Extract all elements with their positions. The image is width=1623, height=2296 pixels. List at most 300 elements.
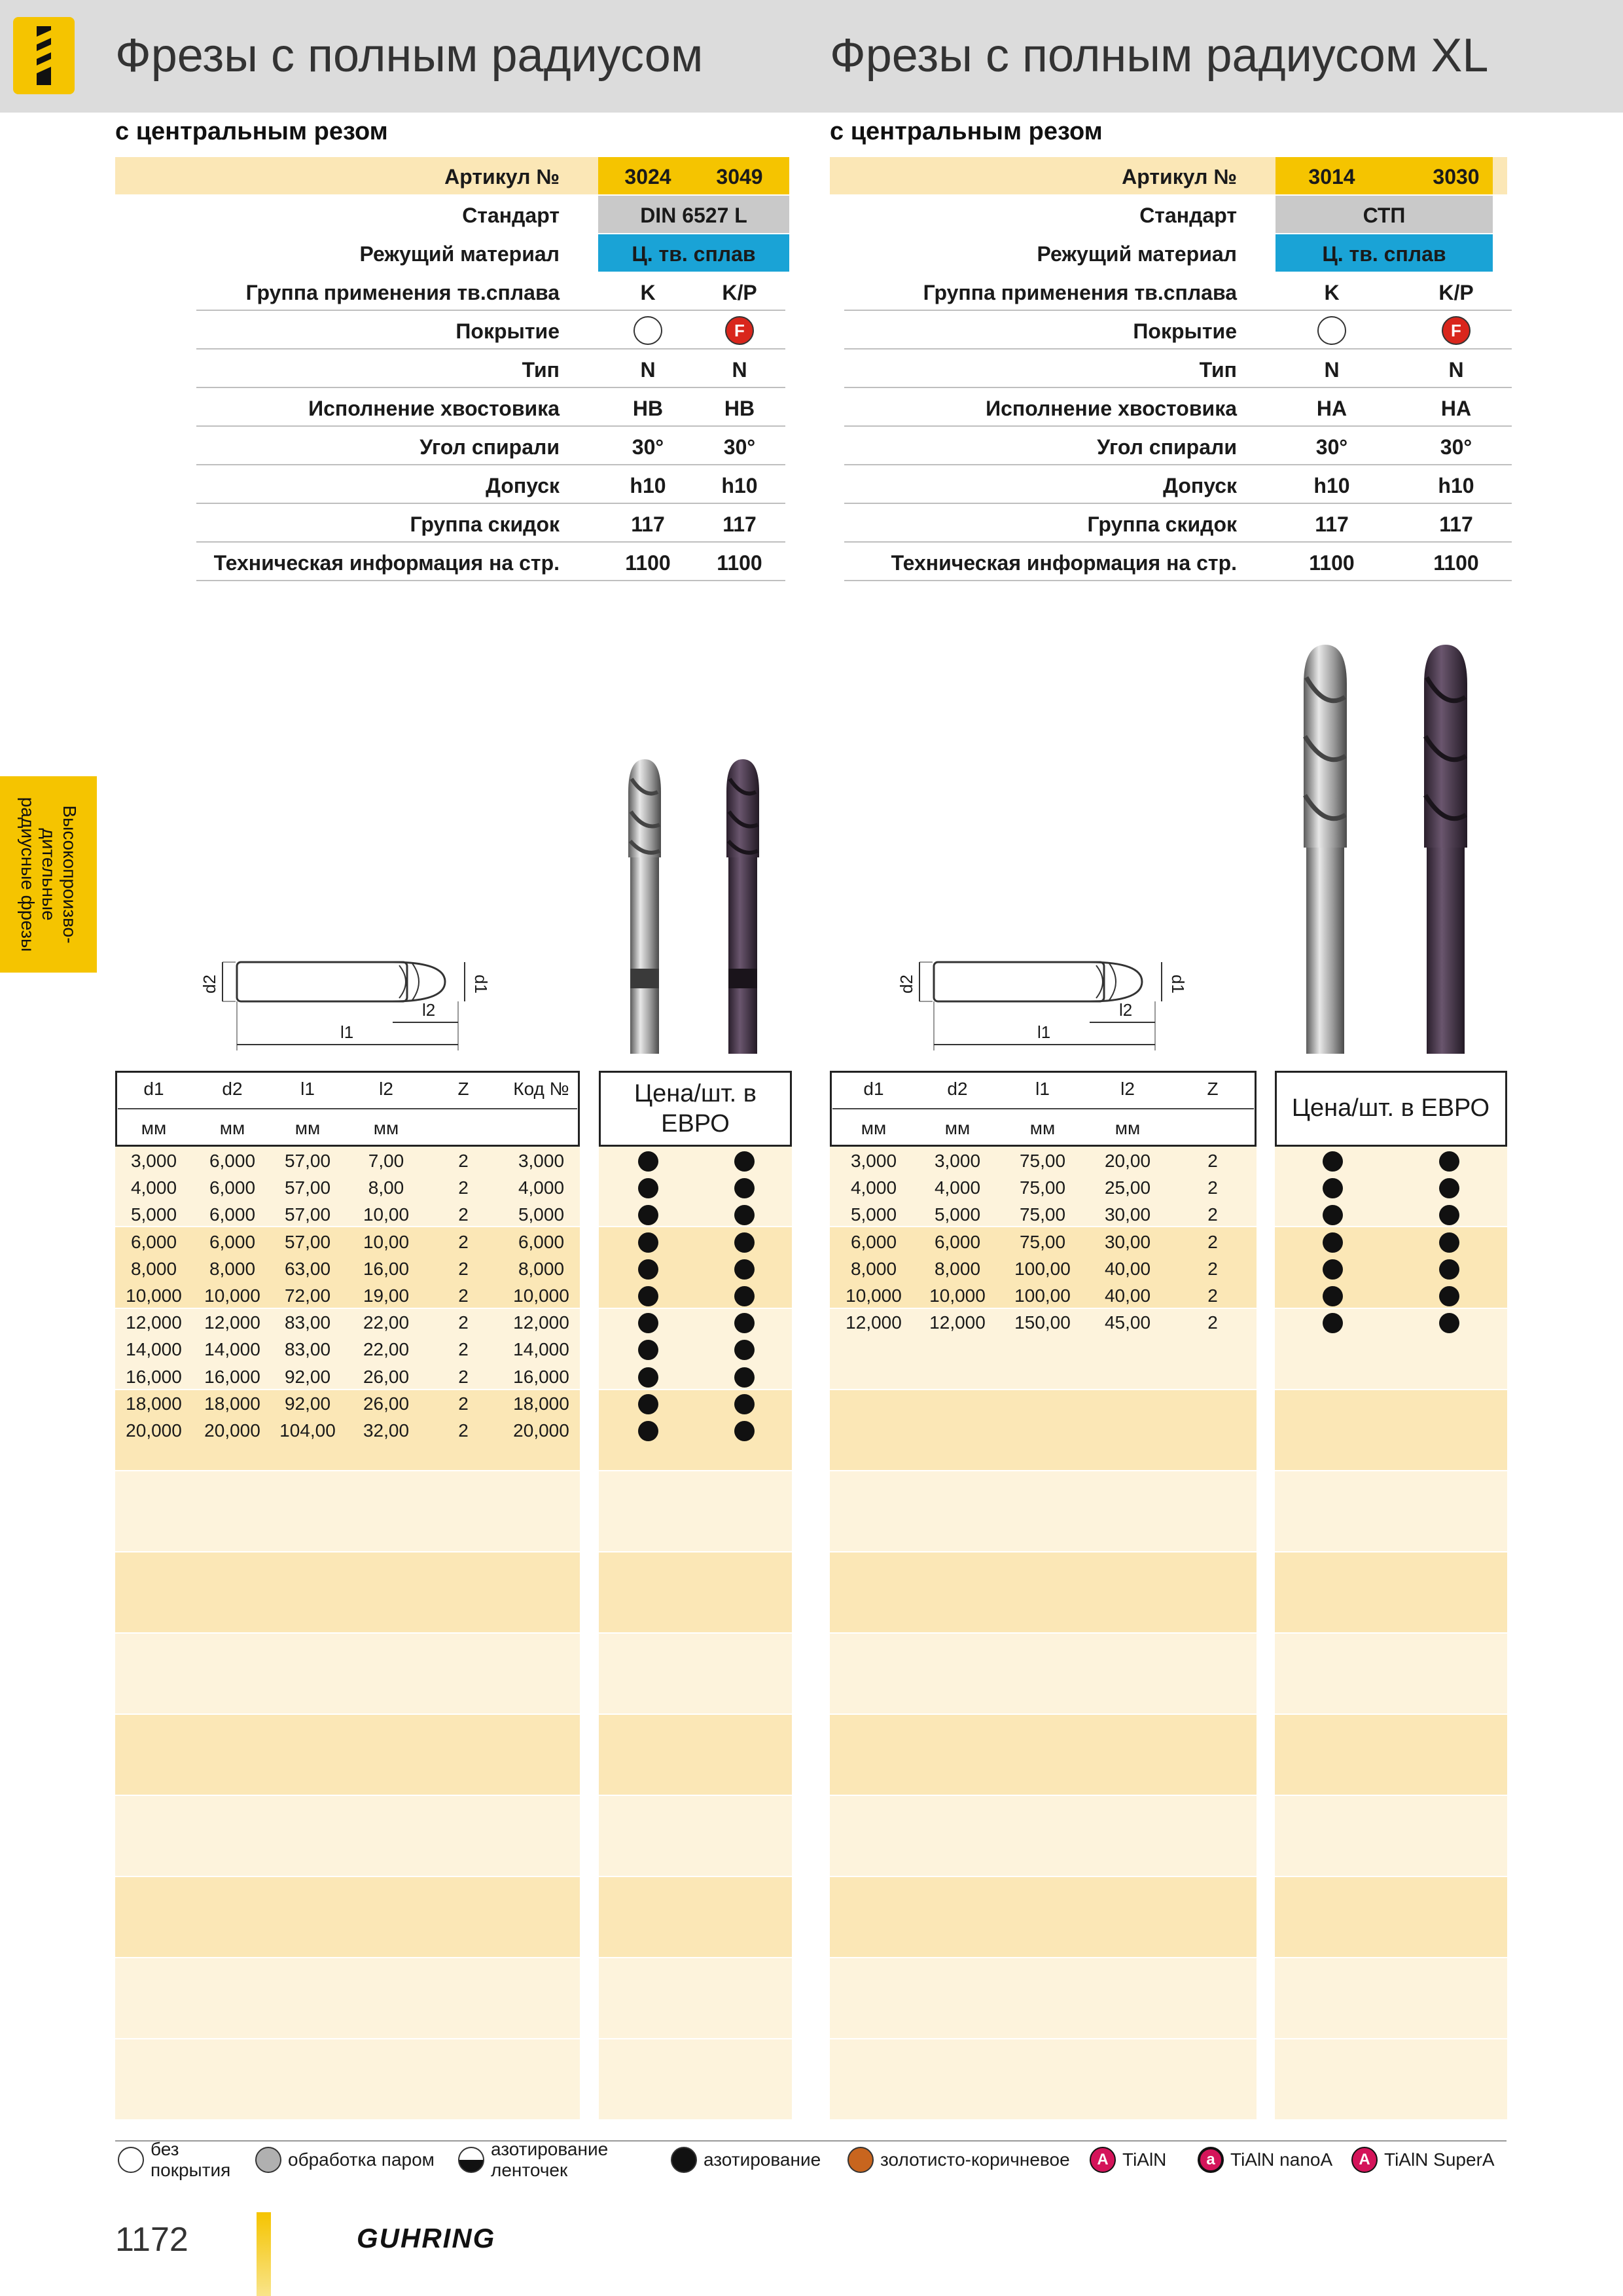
legend-swatch-icon <box>458 2147 484 2173</box>
spec-label: Покрытие <box>1133 319 1237 343</box>
column-unit: мм <box>944 1118 971 1138</box>
price-header-text: Цена/шт. в ЕВРО <box>1291 1094 1490 1122</box>
spec-value: 30° <box>632 435 664 459</box>
table-band <box>830 1715 1257 1795</box>
table-band <box>1275 1796 1507 1876</box>
column-header: Z <box>1207 1079 1219 1099</box>
diagram-label-l2: l2 <box>422 1000 436 1020</box>
legend-label: азотирование ленточек <box>491 2139 609 2180</box>
table-cell: 12,000 <box>513 1312 569 1333</box>
table-band <box>1275 1715 1507 1795</box>
availability-dot-icon <box>1323 1259 1343 1280</box>
table-band <box>1275 2039 1507 2119</box>
left-subtitle: с центральным резом <box>115 118 388 145</box>
uncoated-circle-icon <box>1317 316 1346 345</box>
table-band <box>599 1227 792 1308</box>
availability-dot-icon <box>638 1232 658 1253</box>
spec-value: 117 <box>1315 512 1349 536</box>
table-cell: 5,000 <box>850 1204 897 1225</box>
availability-dot-icon <box>1439 1286 1459 1306</box>
table-cell: 2 <box>1207 1312 1218 1333</box>
spec-value: 3024 <box>624 165 671 188</box>
coated-xl-cutter-icon <box>1424 645 1467 1054</box>
table-cell: 20,000 <box>513 1420 569 1441</box>
column-header: l1 <box>300 1079 315 1099</box>
table-cell: 92,00 <box>284 1393 331 1414</box>
spec-value: N <box>732 358 747 382</box>
spec-value: Ц. тв. сплав <box>1322 242 1446 266</box>
row-divider <box>844 464 1512 465</box>
table-cell: 3,000 <box>934 1151 981 1171</box>
availability-dot-icon <box>1323 1286 1343 1306</box>
table-cell: 20,00 <box>1104 1151 1151 1171</box>
table-cell: 6,000 <box>209 1231 256 1252</box>
row-divider <box>844 387 1512 388</box>
spec-label: Допуск <box>486 474 560 497</box>
table-band <box>115 1471 580 1551</box>
spec-value: 1100 <box>625 551 671 575</box>
spec-value: h10 <box>1313 474 1350 497</box>
table-cell: 2 <box>1207 1151 1218 1171</box>
table-band <box>599 1958 792 2038</box>
legend-swatch-icon <box>847 2147 874 2173</box>
spec-label: Режущий материал <box>359 242 560 266</box>
table-band <box>830 1552 1257 1632</box>
table-cell: 2 <box>1207 1258 1218 1279</box>
availability-dot-icon <box>638 1151 658 1172</box>
column-header: d2 <box>947 1079 968 1099</box>
spec-label: Стандарт <box>462 204 560 227</box>
table-band <box>599 2039 792 2119</box>
spec-label: Тип <box>1199 358 1237 382</box>
column-unit: мм <box>373 1118 399 1138</box>
spec-label: Угол спирали <box>1097 435 1237 459</box>
table-band <box>1275 1145 1507 1226</box>
row-divider <box>844 541 1512 543</box>
table-band <box>599 1471 792 1551</box>
spec-value: HA <box>1440 397 1472 420</box>
table-band <box>830 1390 1257 1470</box>
column-unit: мм <box>861 1118 887 1138</box>
table-band <box>1275 1471 1507 1551</box>
spec-label: Группа скидок <box>1087 512 1237 536</box>
availability-dot-icon <box>734 1313 755 1333</box>
table-cell: 75,00 <box>1019 1151 1066 1171</box>
column-header: d1 <box>863 1079 884 1099</box>
table-cell: 57,00 <box>284 1177 331 1198</box>
spec-label: Покрытие <box>455 319 560 343</box>
spec-value: K/P <box>722 281 757 304</box>
table-cell: 83,00 <box>284 1312 331 1333</box>
availability-dot-icon <box>638 1421 658 1441</box>
table-cell: 2 <box>1207 1285 1218 1306</box>
legend-label: золотисто-коричневое <box>880 2149 1070 2170</box>
table-band <box>830 2039 1257 2119</box>
spec-label: Группа применения тв.сплава <box>245 281 560 304</box>
table-band <box>115 1634 580 1713</box>
table-cell: 8,000 <box>850 1258 897 1279</box>
table-cell: 4,000 <box>850 1177 897 1198</box>
availability-dot-icon <box>638 1259 658 1280</box>
table-cell: 12,000 <box>929 1312 986 1333</box>
table-band <box>599 1634 792 1713</box>
availability-dot-icon <box>734 1394 755 1414</box>
table-cell: 2 <box>458 1339 469 1360</box>
spec-value: HB <box>632 397 664 420</box>
spec-value: HA <box>1316 397 1347 420</box>
spec-value: 1100 <box>717 551 762 575</box>
table-band <box>1275 1390 1507 1470</box>
spec-value: 117 <box>1439 512 1473 536</box>
availability-dot-icon <box>734 1232 755 1253</box>
legend-label: TiAlN <box>1122 2149 1167 2170</box>
diagram-label-d2: d2 <box>199 975 219 994</box>
legend-divider <box>115 2140 1507 2142</box>
table-band <box>115 1552 580 1632</box>
table-cell: 16,000 <box>204 1366 260 1387</box>
table-cell: 5,000 <box>130 1204 177 1225</box>
spec-value: N <box>1324 358 1340 382</box>
table-cell: 57,00 <box>284 1204 331 1225</box>
table-cell: 6,000 <box>934 1231 981 1252</box>
legend-label: азотирование <box>704 2149 821 2170</box>
table-cell: 2 <box>458 1204 469 1225</box>
column-header: d1 <box>143 1079 164 1099</box>
legend-label: обработка паром <box>288 2149 435 2170</box>
table-cell: 6,000 <box>209 1204 256 1225</box>
diagram-label-l1: l1 <box>1037 1022 1051 1042</box>
guhring-drill-logo-icon <box>13 17 75 94</box>
spec-value: 30° <box>1315 435 1348 459</box>
availability-dot-icon <box>1439 1259 1459 1280</box>
column-unit: мм <box>219 1118 245 1138</box>
side-tab-line: дительные <box>39 828 59 921</box>
table-band <box>599 1796 792 1876</box>
table-cell: 6,000 <box>209 1177 256 1198</box>
table-band <box>599 1309 792 1389</box>
column-unit: мм <box>294 1118 321 1138</box>
column-unit: мм <box>1029 1118 1056 1138</box>
footer-accent-bar <box>257 2212 271 2296</box>
table-cell: 30,00 <box>1104 1231 1151 1252</box>
table-cell: 14,000 <box>513 1339 569 1360</box>
table-band <box>1275 1958 1507 2038</box>
availability-dot-icon <box>1323 1178 1343 1198</box>
table-cell: 6,000 <box>518 1231 565 1252</box>
table-band <box>599 1145 792 1226</box>
table-cell: 12,000 <box>846 1312 902 1333</box>
table-cell: 10,00 <box>363 1231 410 1252</box>
spec-label: Стандарт <box>1139 204 1237 227</box>
column-header: Z <box>457 1079 469 1099</box>
table-band <box>1275 1309 1507 1389</box>
spec-value: 3014 <box>1308 165 1355 188</box>
column-header: Код № <box>513 1079 569 1099</box>
spec-label: Группа скидок <box>410 512 560 536</box>
table-band <box>599 1715 792 1795</box>
spec-label: Артикул № <box>1122 165 1237 188</box>
availability-dot-icon <box>1439 1178 1459 1198</box>
availability-dot-icon <box>734 1259 755 1280</box>
availability-dot-icon <box>734 1178 755 1198</box>
uncoated-circle-icon <box>633 316 662 345</box>
table-cell: 10,000 <box>513 1285 569 1306</box>
row-divider <box>196 464 785 465</box>
availability-dot-icon <box>638 1286 658 1306</box>
table-band <box>830 1634 1257 1713</box>
table-cell: 6,000 <box>850 1231 897 1252</box>
table-band <box>115 1796 580 1876</box>
table-cell: 4,000 <box>518 1177 565 1198</box>
spec-value: СТП <box>1363 204 1406 227</box>
row-divider <box>196 387 785 388</box>
table-cell: 100,00 <box>1014 1285 1071 1306</box>
legend-swatch-icon <box>118 2147 144 2173</box>
table-cell: 57,00 <box>284 1231 331 1252</box>
table-band <box>1275 1227 1507 1308</box>
table-cell: 16,00 <box>363 1258 410 1279</box>
row-divider <box>196 348 785 350</box>
table-cell: 72,00 <box>284 1285 331 1306</box>
table-cell: 92,00 <box>284 1366 331 1387</box>
availability-dot-icon <box>638 1313 658 1333</box>
spec-label: Тип <box>522 358 560 382</box>
table-band <box>599 1552 792 1632</box>
spec-label: Допуск <box>1163 474 1237 497</box>
table-cell: 10,00 <box>363 1204 410 1225</box>
spec-value: h10 <box>721 474 758 497</box>
row-divider <box>196 503 785 504</box>
spec-value: h10 <box>630 474 666 497</box>
table-cell: 2 <box>458 1177 469 1198</box>
table-cell: 16,000 <box>126 1366 182 1387</box>
table-cell: 22,00 <box>363 1339 410 1360</box>
legend-swatch-icon: A <box>1090 2147 1116 2173</box>
table-cell: 6,000 <box>209 1151 256 1171</box>
spec-value: 1100 <box>1309 551 1355 575</box>
table-cell: 63,00 <box>284 1258 331 1279</box>
uncoated-ballnose-cutter-icon <box>628 759 661 1054</box>
row-divider <box>844 310 1512 311</box>
side-tab-line: Высокопроизво- <box>60 805 80 944</box>
table-cell: 2 <box>458 1231 469 1252</box>
spec-value: K/P <box>1438 281 1474 304</box>
spec-label: Угол спирали <box>419 435 560 459</box>
legend-swatch-icon <box>671 2147 697 2173</box>
spec-value: DIN 6527 L <box>640 204 747 227</box>
tool-photos-left <box>609 753 805 1054</box>
row-divider <box>196 541 785 543</box>
table-cell: 18,000 <box>513 1393 569 1414</box>
spec-label: Техническая информация на стр. <box>891 551 1237 575</box>
coating-f-icon: F <box>1442 316 1471 345</box>
side-tab-line: радиусные фрезы <box>18 797 38 952</box>
legend-label: TiAlN SuperA <box>1384 2149 1495 2170</box>
page-title-right: Фрезы с полным радиусом XL <box>830 29 1489 82</box>
spec-label: Исполнение хвостовика <box>308 397 560 420</box>
legend-swatch-icon <box>255 2147 281 2173</box>
table-cell: 14,000 <box>204 1339 260 1360</box>
table-cell: 22,00 <box>363 1312 410 1333</box>
brand-logo: GUHRING <box>357 2223 496 2253</box>
table-cell: 3,000 <box>518 1151 565 1171</box>
diagram-label-d2: d2 <box>896 975 916 994</box>
table-band <box>1275 1877 1507 1957</box>
table-band <box>115 1877 580 1957</box>
row-divider <box>844 503 1512 504</box>
spec-label: Артикул № <box>444 165 560 188</box>
spec-value: h10 <box>1438 474 1474 497</box>
column-header: l1 <box>1035 1079 1050 1099</box>
page-title-left: Фрезы с полным радиусом <box>115 29 704 82</box>
table-cell: 75,00 <box>1019 1204 1066 1225</box>
table-band <box>599 1390 792 1470</box>
table-cell: 25,00 <box>1104 1177 1151 1198</box>
availability-dot-icon <box>638 1394 658 1414</box>
table-band <box>830 1877 1257 1957</box>
table-cell: 26,00 <box>363 1366 410 1387</box>
row-divider <box>844 425 1512 427</box>
availability-dot-icon <box>734 1367 755 1388</box>
column-unit: мм <box>1115 1118 1141 1138</box>
coating-f-icon: F <box>725 316 754 345</box>
table-cell: 19,00 <box>363 1285 410 1306</box>
table-cell: 12,000 <box>204 1312 260 1333</box>
spec-label: Исполнение хвостовика <box>986 397 1237 420</box>
spec-value: 3049 <box>716 165 763 188</box>
table-cell: 30,00 <box>1104 1204 1151 1225</box>
spec-value: 117 <box>722 512 757 536</box>
table-band <box>599 1877 792 1957</box>
table-cell: 3,000 <box>130 1151 177 1171</box>
table-cell: 40,00 <box>1104 1285 1151 1306</box>
availability-dot-icon <box>1323 1232 1343 1253</box>
row-divider <box>844 580 1512 581</box>
availability-dot-icon <box>734 1151 755 1172</box>
table-cell: 16,000 <box>513 1366 569 1387</box>
table-band <box>1275 1634 1507 1713</box>
spec-value: HB <box>724 397 755 420</box>
table-cell: 2 <box>1207 1177 1218 1198</box>
availability-dot-icon <box>1439 1151 1459 1172</box>
table-cell: 57,00 <box>284 1151 331 1171</box>
table-cell: 8,000 <box>130 1258 177 1279</box>
table-cell: 32,00 <box>363 1420 410 1441</box>
row-divider <box>196 310 785 311</box>
coated-ballnose-cutter-icon <box>726 759 759 1054</box>
table-cell: 8,000 <box>518 1258 565 1279</box>
table-cell: 2 <box>458 1312 469 1333</box>
table-cell: 8,000 <box>209 1258 256 1279</box>
page-number: 1172 <box>115 2221 188 2259</box>
row-divider <box>844 348 1512 350</box>
table-cell: 2 <box>1207 1204 1218 1225</box>
table-cell: 104,00 <box>279 1420 336 1441</box>
table-cell: 20,000 <box>204 1420 260 1441</box>
side-tab <box>0 776 97 973</box>
spec-value: K <box>1324 281 1340 304</box>
table-cell: 40,00 <box>1104 1258 1151 1279</box>
table-cell: 18,000 <box>204 1393 260 1414</box>
spec-label: Режущий материал <box>1037 242 1237 266</box>
table-cell: 3,000 <box>850 1151 897 1171</box>
table-cell: 8,00 <box>368 1177 404 1198</box>
spec-value: Ц. тв. сплав <box>632 242 756 266</box>
spec-value: N <box>640 358 656 382</box>
table-cell: 12,000 <box>126 1312 182 1333</box>
table-cell: 2 <box>458 1366 469 1387</box>
diagram-label-l1: l1 <box>340 1022 354 1042</box>
table-cell: 2 <box>458 1258 469 1279</box>
table-cell: 5,000 <box>934 1204 981 1225</box>
column-header: d2 <box>222 1079 243 1099</box>
table-band <box>830 1796 1257 1876</box>
table-cell: 18,000 <box>126 1393 182 1414</box>
row-divider <box>196 580 785 581</box>
diagram-label-l2: l2 <box>1119 1000 1133 1020</box>
availability-dot-icon <box>734 1421 755 1441</box>
column-unit: мм <box>141 1118 167 1138</box>
legend-label: TiAlN nanoA <box>1230 2149 1333 2170</box>
spec-value: K <box>640 281 656 304</box>
table-cell: 2 <box>1207 1231 1218 1252</box>
table-cell: 26,00 <box>363 1393 410 1414</box>
table-cell: 8,000 <box>934 1258 981 1279</box>
table-cell: 5,000 <box>518 1204 565 1225</box>
availability-dot-icon <box>638 1178 658 1198</box>
legend-swatch-icon: A <box>1351 2147 1378 2173</box>
table-cell: 150,00 <box>1014 1312 1071 1333</box>
spec-value: 3030 <box>1433 165 1480 188</box>
table-band <box>1275 1552 1507 1632</box>
table-cell: 4,000 <box>130 1177 177 1198</box>
spec-label: Группа применения тв.сплава <box>923 281 1237 304</box>
table-band <box>830 1958 1257 2038</box>
uncoated-xl-cutter-icon <box>1304 645 1347 1054</box>
spec-value: 1100 <box>1433 551 1479 575</box>
availability-dot-icon <box>1439 1313 1459 1333</box>
table-cell: 10,000 <box>204 1285 260 1306</box>
table-cell: 100,00 <box>1014 1258 1071 1279</box>
legend-label: без покрытия <box>151 2139 231 2180</box>
table-cell: 14,000 <box>126 1339 182 1360</box>
price-header-text: Цена/шт. в ЕВРО <box>634 1080 757 1138</box>
table-cell: 6,000 <box>130 1231 177 1252</box>
table-band <box>115 1958 580 2038</box>
spec-value: 117 <box>631 512 665 536</box>
right-dimension-diagram <box>893 923 1201 1054</box>
table-cell: 4,000 <box>934 1177 981 1198</box>
table-cell: 45,00 <box>1104 1312 1151 1333</box>
spec-label: Техническая информация на стр. <box>213 551 560 575</box>
spec-value: 30° <box>1440 435 1472 459</box>
legend-swatch-icon: a <box>1198 2147 1224 2173</box>
table-cell: 75,00 <box>1019 1177 1066 1198</box>
right-subtitle: с центральным резом <box>830 118 1103 145</box>
left-dimension-diagram <box>196 923 504 1054</box>
table-cell: 75,00 <box>1019 1231 1066 1252</box>
table-cell: 10,000 <box>846 1285 902 1306</box>
table-cell: 10,000 <box>929 1285 986 1306</box>
availability-dot-icon <box>1323 1313 1343 1333</box>
availability-dot-icon <box>1323 1151 1343 1172</box>
table-band <box>830 1471 1257 1551</box>
table-cell: 2 <box>458 1393 469 1414</box>
table-band <box>115 1715 580 1795</box>
availability-dot-icon <box>734 1286 755 1306</box>
diagram-label-d1: d1 <box>1168 975 1188 994</box>
diagram-label-d1: d1 <box>471 975 491 994</box>
